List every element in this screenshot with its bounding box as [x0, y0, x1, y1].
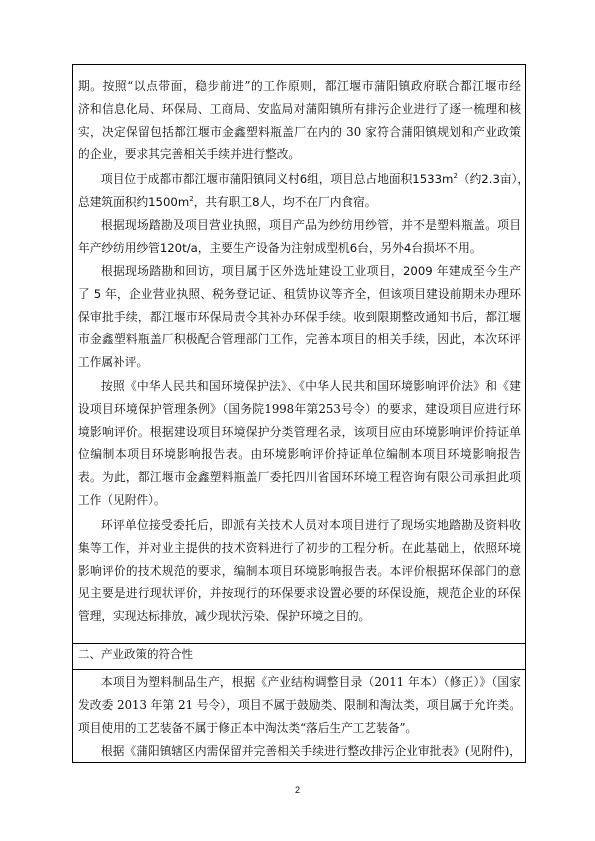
section-heading — [78, 643, 521, 666]
text-line: 环评单位接受委托后，即派有关技术人员对本项目进行了现场实地踏勘及资料收 — [101, 518, 521, 532]
section-title: 二、产业政策的符合性 — [78, 647, 193, 661]
text-line: 的企业，要求其完善相关手续并进行整改。 — [78, 147, 301, 162]
text-line: 影响评价的技术规范的要求，编制本项目环境影响报告表。本评价根据环保部门的意 — [78, 563, 521, 578]
text-line: 根据现场踏勘及项目营业执照，项目产品为纱纺用纱管，并不是塑料瓶盖。项目 — [101, 218, 521, 232]
text-line: 工作属补评。 — [78, 355, 149, 370]
text-line: 按照《中华人民共和国环境保护法》、《中华人民共和国环境影响评价法》和《建 — [101, 379, 521, 393]
text-line: 市金鑫塑料瓶盖厂积极配合管理部门工作，完善本项目的相关手续，因此，本次环评 — [78, 332, 521, 347]
text-line: 济和信息化局、环保局、工商局、安监局对蒲阳镇所有排污企业进行了逐一梳理和核 — [78, 101, 521, 116]
text-line: 境影响评价。根据建设项目环境保护分类管理名录，该项目应由环境影响评价持证单 — [78, 424, 521, 439]
text-line: 位编制本项目环境影响报告表。由环境影响评价持证单位编制本项目环境影响报告 — [78, 447, 521, 462]
paragraph-product — [78, 214, 521, 260]
text-line: 保审批手续，都江堰市环保局责令其补办环保手续。收到限期整改通知书后，都江堰 — [78, 309, 521, 324]
paragraph-assessment — [78, 514, 521, 628]
text-line: 本项目为塑料制品生产，根据《产业结构调整目录（2011 年本）（修正）》（国家 — [101, 675, 521, 689]
paragraph-industry-policy — [78, 671, 521, 739]
paragraph-site-visit — [78, 260, 521, 374]
text-line: 表。为此，都江堰市金鑫塑料瓶盖厂委托四川省国环环境工程咨询有限公司承担此项 — [78, 470, 521, 485]
text-line: 期。按照“以点带面，稳步前进”的工作原则，都江堰市蒲阳镇政府联合都江堰市经 — [78, 79, 521, 93]
text-line: 见主要是进行现状评价，并按现行的环保要求设置必要的环保设施，规范企业的环保 — [78, 586, 521, 601]
section-divider — [73, 669, 525, 670]
text-line: 集等工作，并对业主提供的技术资料进行了初步的工程分析。在此基础上，依照环境 — [78, 540, 521, 555]
text-line: 根据《蒲阳镇辖区内需保留并完善相关手续进行整改排污企业审批表》(见附件)， — [101, 744, 521, 758]
text-line: 项目位于成都市都江堰市蒲阳镇同义村6组，项目总占地面积$1533m^2$（约2.3亩）， — [101, 172, 530, 186]
paragraph-legal-basis — [78, 375, 521, 512]
text-line: 设项目环境保护管理条例》（国务院1998年第253号令）的要求，建设项目应进行环 — [78, 401, 521, 416]
text-line: 发改委 2013 年第 21 号令），项目不属于鼓励类、限制和淘汰类，项目属于允许类。 — [78, 697, 521, 712]
paragraph-project-location — [78, 168, 530, 214]
paragraph-background — [78, 75, 521, 166]
text-line: 了 5 年，企业营业执照、税务登记证、租赁协议等齐全，但该项目建设前期未办理环 — [78, 286, 521, 301]
text-line: 工作（见附件）。 — [78, 492, 166, 507]
text-line: 项目使用的工艺装备不属于修正本中淘汰类“落后生产工艺装备”。 — [78, 720, 418, 735]
text-line: 根据现场踏勘和回访，项目属于区外选址建设工业项目，2009 年建成至今生产 — [101, 264, 521, 278]
text-line: 总建筑面积约$1500m^2$，共有职工8人，均不在厂内食宿。 — [78, 194, 377, 209]
paragraph-approval — [78, 740, 521, 763]
page-number: 2 — [294, 785, 300, 795]
text-line: 年产纱纺用纱管120t/a，主要生产设备为注射成型机6台，另外4台损坏不用。 — [78, 240, 482, 255]
text-line: 实，决定保留包括都江堰市金鑫塑料瓶盖厂在内的 30 家符合蒲阳镇规划和产业政策 — [78, 124, 521, 139]
text-line: 管理，实现达标排放，减少现状污染、保护环境之目的。 — [78, 609, 371, 624]
